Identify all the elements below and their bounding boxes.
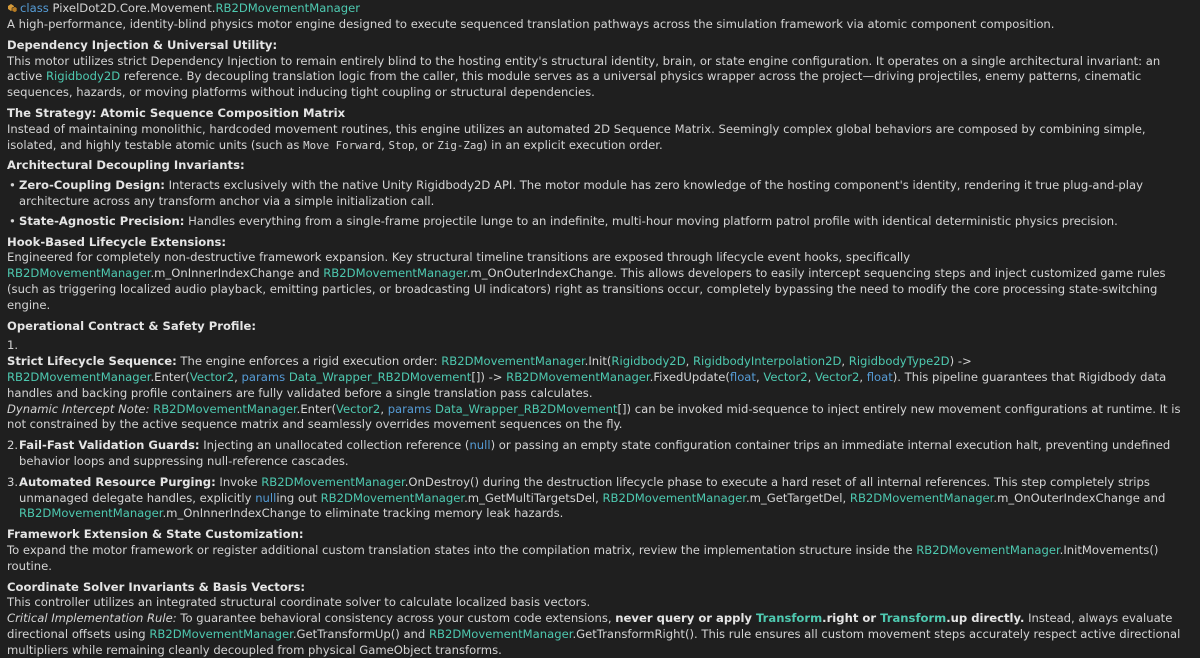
note-label: Dynamic Intercept Note: [7,402,149,416]
type-ref: RB2DMovementManager [323,266,466,280]
member-ref: .InitMovements() [1060,543,1159,557]
list-item [7,438,1193,470]
section-body [7,54,1193,101]
text-run: []) [617,402,631,416]
text-run: Invoke [216,475,262,489]
text-run: The engine enforces a rigid execution order: [177,354,441,368]
type-ref: RB2DMovementManager [7,370,150,384]
list-number: 3. [7,475,18,491]
text-run: , [686,354,693,368]
type-ref: Vector2 [815,370,859,384]
list-item [7,354,1193,433]
type-ref: Vector2 [763,370,807,384]
text-run: To expand the motor framework or register additional custom translation states into the compilation matrix, review the implementation structure inside the [7,543,916,557]
text-run: Instead of maintaining monolithic, hardcoded movement routines, this engine utilizes an automated 2D Sequence Matrix. Seemingly complex global behaviors are composed by combining simple, isolated, and highly testable atomic units (such as [7,122,1146,152]
text-run: , [381,138,388,152]
section-coordinate-solver [7,580,1193,658]
member-ref: .m_OnOuterIndexChange [993,491,1139,505]
text-run: , [234,370,241,384]
member-ref: .m_OnInnerIndexChange [162,506,306,520]
type-ref: RB2DMovementManager [850,491,993,505]
text-run: and [400,627,429,641]
text-run: and [1140,491,1166,505]
member-ref: .m_GetTargetDel [746,491,843,505]
section-body: This controller utilizes an integrated structural coordinate solver to calculate localized basis vectors. [7,595,1193,611]
member-ref: .m_OnOuterIndexChange [467,266,613,280]
item-title: Automated Resource Purging: [19,475,216,489]
bullet-list [7,178,1193,229]
list-number: 2. [7,438,18,454]
text-run: . This rule ensures all custom movement steps accurately respect active directional multipliers while remaining cleanly decoupled from physical GameObject transforms. [7,627,1180,657]
type-ref: RB2DMovementManager [441,354,584,368]
type-ref: RB2DMovementManager [7,266,150,280]
section-strategy [7,106,1193,153]
text-run: , [841,354,848,368]
section-heading: Coordinate Solver Invariants & Basis Vectors: [7,580,1193,596]
item-title: Zero-Coupling Design: [19,178,165,192]
type-ref: Data_Wrapper_RB2DMovement [289,370,471,384]
text-run: to eliminate tracking memory leak hazards. [306,506,563,520]
item-title: Fail-Fast Validation Guards: [19,438,200,452]
type-ref: RB2DMovementManager [916,543,1059,557]
member-ref: .Enter( [150,370,189,384]
member-ref: .Init( [585,354,612,368]
text-run: routine. [7,559,52,573]
type-ref: Transform [880,611,946,625]
type-ref: RigidbodyType2D [849,354,950,368]
text-run: , [843,491,850,505]
text-run: , [595,491,602,505]
text-run: ) in an explicit execution order. [483,138,663,152]
text-run: , [380,402,387,416]
emphasis: never query or apply [615,611,756,625]
item-text: Interacts exclusively with the native Unity Rigidbody2D API. The motor module has zero knowledge of the hosting component's identity, rendering it true plug-and-play architecture across any transform anchor via a simple initialization call. [19,178,1143,208]
text-run: ). This pipeline guarantees that Rigidbody data handles and backing profile containers are fully validated before a single translation pass calculates. [7,370,1166,400]
text-run: , [756,370,763,384]
type-ref: RB2DMovementManager [153,402,296,416]
text-run: , [808,370,815,384]
numbered-list [7,438,1193,522]
code-term: Move Forward [303,139,381,152]
text-run: can be invoked mid-sequence to inject entirely new movement configurations at runtime. It is not constrained by the active sequence matrix and seamlessly overrides movement sequences on the fly. [7,402,1181,432]
list-item [7,475,1193,522]
type-ref: RB2DMovementManager [19,506,162,520]
keyword: params [242,370,286,384]
item-title: State-Agnostic Precision: [19,214,184,228]
text-run: Injecting an unallocated collection reference ( [200,438,470,452]
keyword: float [867,370,893,384]
list-item [7,178,1193,210]
text-run: reference. By decoupling translation logic from the caller, this module serves as a universal physics wrapper across the project—driving projectiles, enemy patterns, cinematic sequences, hazards, or moving platforms without inducing tight coupling or structural dependencies. [7,69,1141,99]
section-body [7,543,1193,575]
member-ref: .Enter( [297,402,336,416]
text-run: , [859,370,866,384]
text-run: Engineered for completely non-destructive framework expansion. Key structural timeline transitions are exposed through lifecycle event hooks, specifically [7,250,910,264]
class-namespace: PixelDot2D.Core.Movement. [52,1,215,15]
text-run: , or [414,138,437,152]
text-run: . This allows developers to easily intercept sequencing steps and inject customized game rules (such as triggering localized audio playback, emitting particles, or broadcasting UI indicators) right as transitions occur, completely bypassing the need to modify the core processing state-switching engine. [7,266,1166,312]
section-heading: Architectural Decoupling Invariants: [7,158,1193,174]
emphasis: .right or [822,611,880,625]
member-ref: .m_GetMultiTargetsDel [464,491,595,505]
section-heading: Hook-Based Lifecycle Extensions: [7,235,1193,251]
text-run: ) -> [950,354,972,368]
type-ref: Vector2 [190,370,234,384]
type-ref: RB2DMovementManager [321,491,464,505]
type-ref: Data_Wrapper_RB2DMovement [435,402,617,416]
section-hooks [7,235,1193,314]
text-run: []) -> [471,370,506,384]
member-ref: .FixedUpdate( [650,370,730,384]
type-ref: RB2DMovementManager [261,475,404,489]
section-heading: Operational Contract & Safety Profile: [7,319,1193,335]
class-keyword: class [20,1,49,15]
keyword: null [255,491,276,505]
keyword: null [469,438,490,452]
member-ref: .m_OnInnerIndexChange [150,266,294,280]
text-run: and [294,266,323,280]
type-ref: Vector2 [336,402,380,416]
text-run: This motor utilizes strict Dependency Injection to remain entirely blind to the hosting entity's structural identity, brain, or state engine configuration. It operates on a single architectural invariant: an active [7,54,1160,84]
class-signature [7,1,1193,17]
keyword: params [388,402,432,416]
text-run: ) or passing an empty state configuration container trips an immediate internal execution halt, preventing undefined behavior loops and suppressing null-reference cascades. [19,438,1170,468]
section-framework-extension [7,527,1193,574]
text-run: ing out [276,491,320,505]
type-ref: RB2DMovementManager [429,627,572,641]
type-ref: Transform [756,611,822,625]
code-term: Stop [388,139,414,152]
item-text: Handles everything from a single-frame projectile lunge to an indefinite, multi-hour moving platform patrol profile with identical deterministic physics precision. [184,214,1117,228]
type-ref: RB2DMovementManager [149,627,292,641]
section-architectural-invariants [7,158,1193,229]
section-heading: The Strategy: Atomic Sequence Composition Matrix [7,106,1193,122]
rule-label: Critical Implementation Rule: [7,611,177,625]
keyword: float [730,370,756,384]
section-body [7,250,1193,313]
type-ref: RB2DMovementManager [602,491,745,505]
section-rule [7,611,1193,658]
section-body [7,122,1193,154]
emphasis: .up directly. [946,611,1024,625]
type-ref: RB2DMovementManager [506,370,649,384]
section-heading: Dependency Injection & Universal Utility: [7,38,1193,54]
member-ref: .GetTransformUp() [293,627,400,641]
section-operational-contract [7,319,1193,523]
type-ref: Rigidbody2D [611,354,685,368]
list-item [7,214,1193,230]
summary-text: A high-performance, identity-blind physics motor engine designed to execute sequenced translation pathways across the simulation framework via atomic component composition. [7,17,1193,33]
code-term: Zig-Zag [437,139,483,152]
class-name: RB2DMovementManager [215,1,360,15]
text-run: To guarantee behavioral consistency across your custom code extensions, [177,611,616,625]
type-ref: RigidbodyInterpolation2D [693,354,841,368]
section-heading: Framework Extension & State Customization: [7,527,1193,543]
text-run: Instead, always evaluate directional offsets using [7,611,1172,641]
class-icon [7,2,18,12]
member-ref: .OnDestroy() [405,475,479,489]
type-ref: Rigidbody2D [46,69,120,83]
text-run: during the destruction lifecycle phase to execute a hard reset of all internal references. This step completely strips unmanaged delegate handles, explicitly [19,475,1150,505]
section-dependency-injection [7,38,1193,101]
item-title: Strict Lifecycle Sequence: [7,354,177,368]
member-ref: .GetTransformRight() [572,627,694,641]
list-number: 1. [7,338,1193,354]
